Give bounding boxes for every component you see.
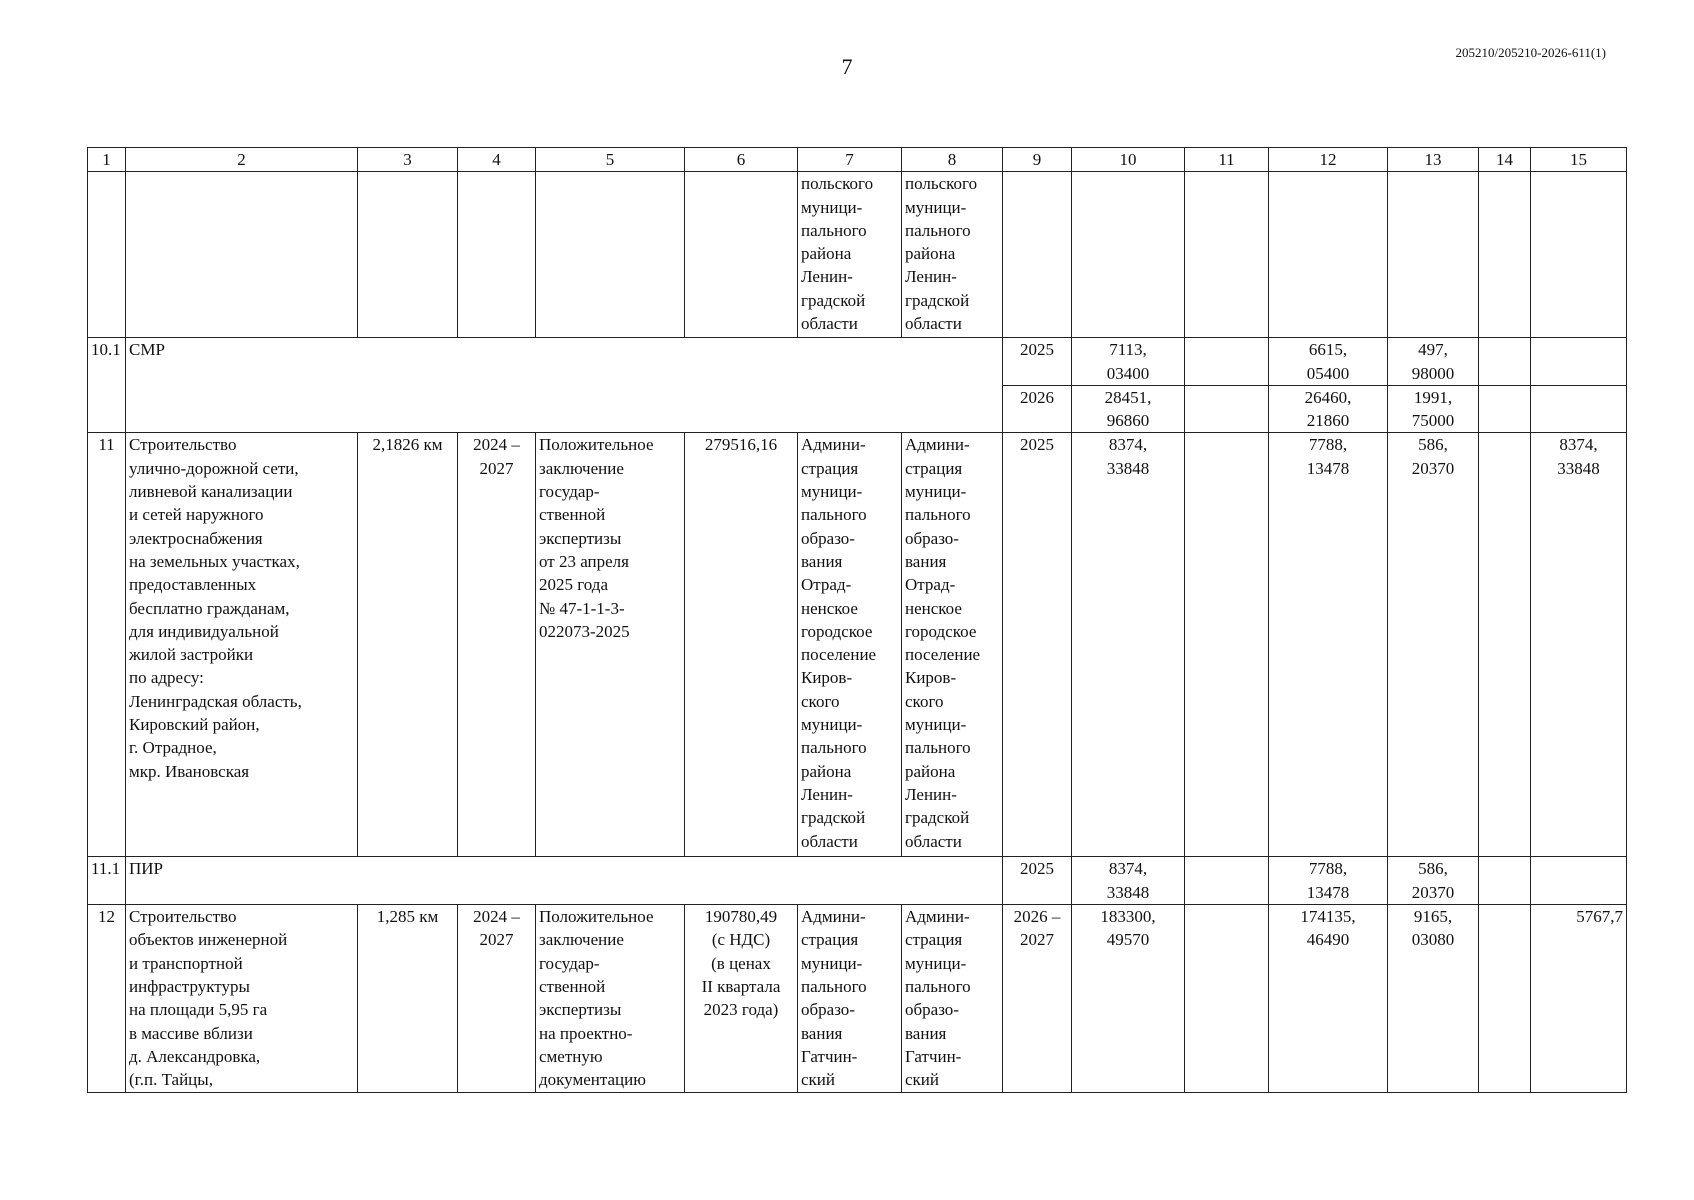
table-row-11-1	[88, 857, 1627, 905]
amount-cell: 8374, 33848	[1072, 433, 1185, 857]
column-header: 3	[358, 148, 458, 172]
years-cell: 2024 – 2027	[458, 905, 536, 1093]
amount-cell: 26460, 21860	[1269, 385, 1388, 433]
amount-cell: 9165, 03080	[1388, 905, 1479, 1093]
year-cell: 2025	[1003, 433, 1072, 857]
cost-cell: 279516,16	[685, 433, 798, 857]
cost-cell: 190780,49 (с НДС) (в ценах II квартала 2023 года)	[685, 905, 798, 1093]
column-header: 14	[1479, 148, 1531, 172]
developer-cell: польского муници- пального района Ленин- градской области	[902, 172, 1003, 338]
document-cell: Положительное заключение государ- ственной экспертизы на проектно- сметную документацию	[536, 905, 685, 1093]
customer-cell: Админи- страция муници- пального образо- вания Гатчин- ский	[798, 905, 902, 1093]
customer-cell: польского муници- пального района Ленин- градской области	[798, 172, 902, 338]
row-number: 10.1	[88, 338, 126, 433]
document-id: 205210/205210-2026-611(1)	[1455, 45, 1606, 60]
table-row-10-1-a	[88, 338, 1627, 386]
page-number: 7	[841, 54, 853, 79]
column-header: 6	[685, 148, 798, 172]
column-header: 9	[1003, 148, 1072, 172]
developer-cell: Админи- страция муници- пального образо- вания Гатчин- ский	[902, 905, 1003, 1093]
item-name: ПИР	[126, 857, 1003, 905]
program-table	[87, 147, 1627, 1093]
amount-cell: 586, 20370	[1388, 857, 1479, 905]
year-cell: 2026 – 2027	[1003, 905, 1072, 1093]
item-name: Строительство объектов инженерной и транспортной инфраструктуры на площади 5,95 га в массиве вблизи д. Александровка, (г.п. Тайцы,	[126, 905, 358, 1093]
row-number: 12	[88, 905, 126, 1093]
amount-cell: 1991, 75000	[1388, 385, 1479, 433]
table-row-11	[88, 433, 1627, 857]
amount-cell: 497, 98000	[1388, 338, 1479, 386]
year-cell: 2026	[1003, 385, 1072, 433]
customer-cell: Админи- страция муници- пального образо- вания Отрад- ненское городское поселение Киров- ского муници- пального района Ленин- градской области	[798, 433, 902, 857]
row-number: 11	[88, 433, 126, 857]
document-cell: Положительное заключение государ- ственной экспертизы от 23 апреля 2025 года № 47-1-1-3- 022073-2025	[536, 433, 685, 857]
amount-cell: 7788, 13478	[1269, 857, 1388, 905]
column-header: 1	[88, 148, 126, 172]
item-name: СМР	[126, 338, 1003, 433]
amount-cell: 5767,7	[1531, 905, 1627, 1093]
column-header: 15	[1531, 148, 1627, 172]
amount-cell: 586, 20370	[1388, 433, 1479, 857]
years-cell: 2024 – 2027	[458, 433, 536, 857]
column-header: 7	[798, 148, 902, 172]
table-row-12	[88, 905, 1627, 1093]
amount-cell: 6615, 05400	[1269, 338, 1388, 386]
amount-cell: 183300, 49570	[1072, 905, 1185, 1093]
column-number-row	[88, 148, 1627, 172]
year-cell: 2025	[1003, 857, 1072, 905]
amount-cell: 8374, 33848	[1072, 857, 1185, 905]
column-header: 11	[1185, 148, 1269, 172]
continuation-row	[88, 172, 1627, 338]
item-name: Строительство улично-дорожной сети, ливневой канализации и сетей наружного электроснабжения на земельных участках, предоставленных бесплатно гражданам, для индивидуальной жилой застройки по адресу: Ленинградская область, Кировский район, г. Отрадное, мкр. Ивановская	[126, 433, 358, 857]
column-header: 10	[1072, 148, 1185, 172]
column-header: 13	[1388, 148, 1479, 172]
amount-cell: 8374, 33848	[1531, 433, 1627, 857]
amount-cell: 7788, 13478	[1269, 433, 1388, 857]
column-header: 12	[1269, 148, 1388, 172]
column-header: 5	[536, 148, 685, 172]
year-cell: 2025	[1003, 338, 1072, 386]
column-header: 8	[902, 148, 1003, 172]
developer-cell: Админи- страция муници- пального образо- вания Отрад- ненское городское поселение Киров- ского муници- пального района Ленин- градской области	[902, 433, 1003, 857]
amount-cell: 28451, 96860	[1072, 385, 1185, 433]
column-header: 4	[458, 148, 536, 172]
row-number: 11.1	[88, 857, 126, 905]
capacity-cell: 2,1826 км	[358, 433, 458, 857]
amount-cell: 7113, 03400	[1072, 338, 1185, 386]
amount-cell: 174135, 46490	[1269, 905, 1388, 1093]
capacity-cell: 1,285 км	[358, 905, 458, 1093]
column-header: 2	[126, 148, 358, 172]
